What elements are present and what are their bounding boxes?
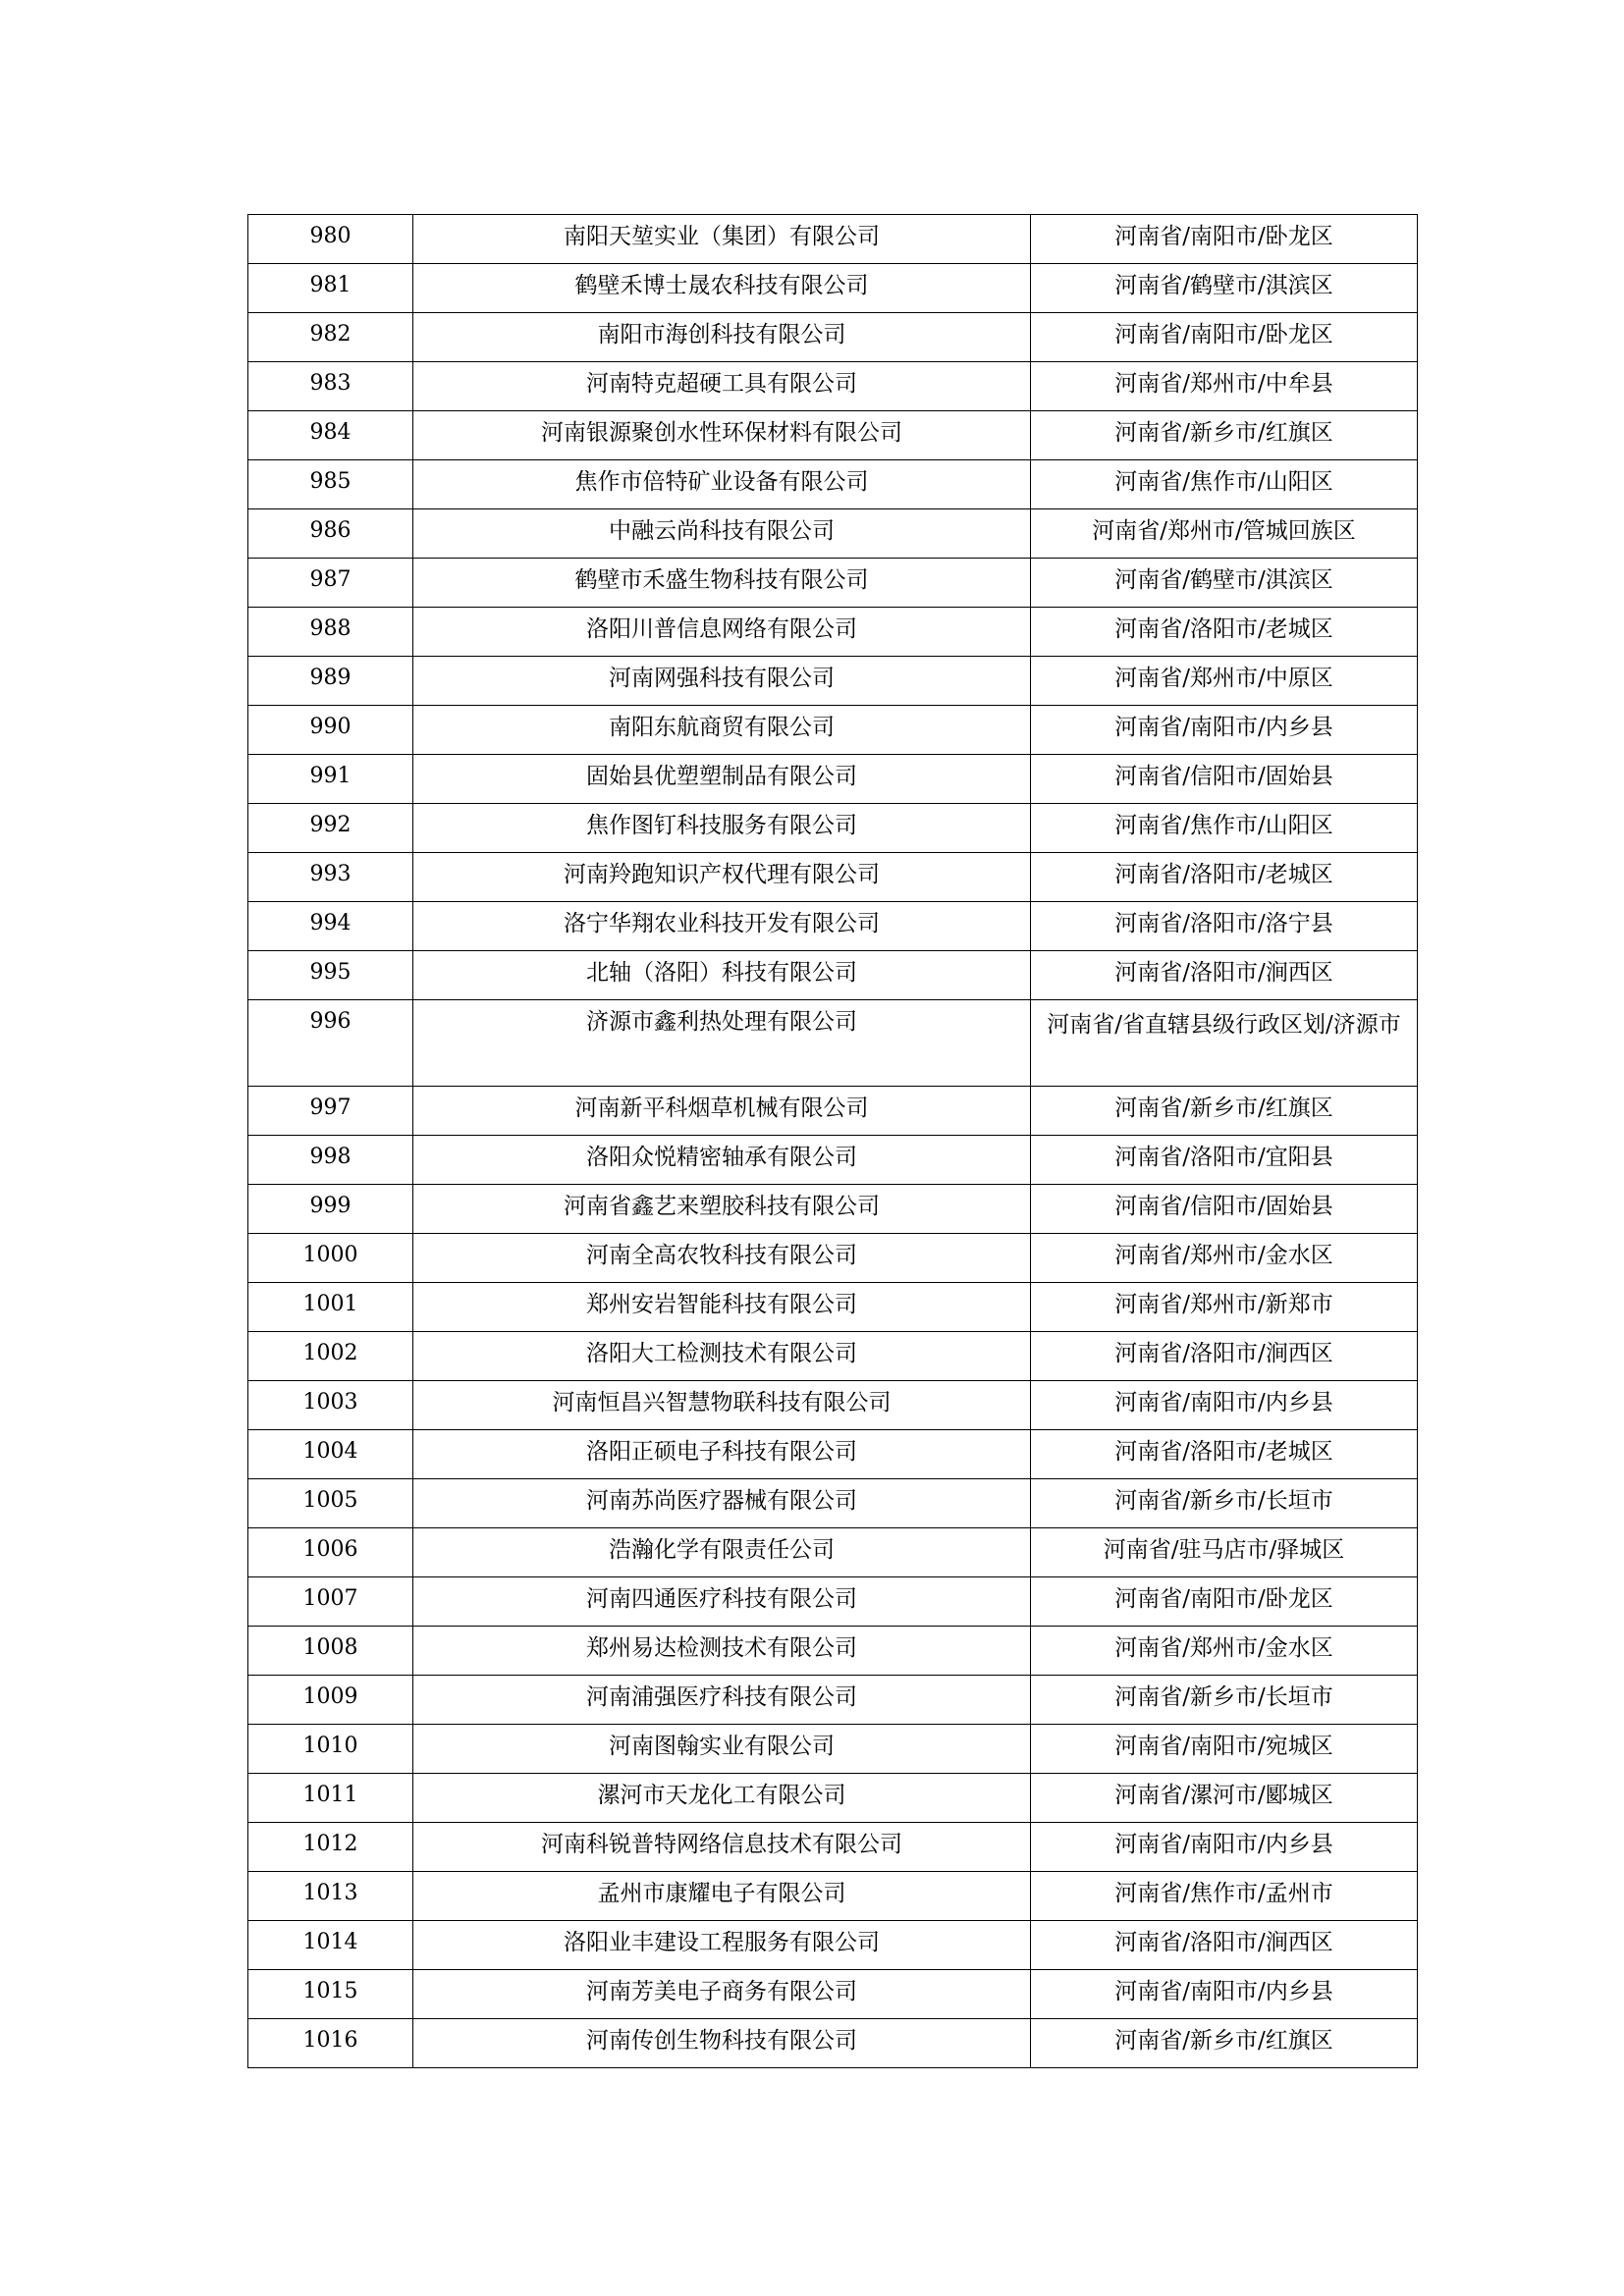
company-region: 河南省/洛阳市/老城区 bbox=[1031, 608, 1418, 657]
company-region: 河南省/南阳市/卧龙区 bbox=[1031, 313, 1418, 362]
table-row bbox=[248, 951, 1418, 1000]
table-row bbox=[248, 1970, 1418, 2019]
row-number: 1007 bbox=[248, 1577, 413, 1627]
company-name: 洛阳川普信息网络有限公司 bbox=[413, 608, 1031, 657]
company-name: 中融云尚科技有限公司 bbox=[413, 509, 1031, 559]
company-region: 河南省/鹤壁市/淇滨区 bbox=[1031, 264, 1418, 313]
row-number: 986 bbox=[248, 509, 413, 559]
table-row bbox=[248, 1234, 1418, 1283]
company-region: 河南省/洛阳市/老城区 bbox=[1031, 1430, 1418, 1479]
company-region: 河南省/洛阳市/涧西区 bbox=[1031, 1332, 1418, 1381]
table-row bbox=[248, 1577, 1418, 1627]
company-region: 河南省/新乡市/长垣市 bbox=[1031, 1676, 1418, 1725]
row-number: 1002 bbox=[248, 1332, 413, 1381]
company-region: 河南省/洛阳市/涧西区 bbox=[1031, 951, 1418, 1000]
company-region: 河南省/漯河市/郾城区 bbox=[1031, 1774, 1418, 1823]
company-name: 南阳市海创科技有限公司 bbox=[413, 313, 1031, 362]
table-row bbox=[248, 1774, 1418, 1823]
company-name: 河南羚跑知识产权代理有限公司 bbox=[413, 853, 1031, 902]
table-row bbox=[248, 1823, 1418, 1872]
table-row bbox=[248, 411, 1418, 460]
row-number: 996 bbox=[248, 1000, 413, 1087]
company-region: 河南省/焦作市/孟州市 bbox=[1031, 1872, 1418, 1921]
table-row bbox=[248, 1627, 1418, 1676]
company-name: 洛阳业丰建设工程服务有限公司 bbox=[413, 1921, 1031, 1970]
row-number: 980 bbox=[248, 215, 413, 264]
table-row bbox=[248, 313, 1418, 362]
company-region: 河南省/省直辖县级行政区划/济源市 bbox=[1031, 1000, 1418, 1087]
row-number: 987 bbox=[248, 559, 413, 608]
table-row bbox=[248, 2019, 1418, 2068]
company-name: 漯河市天龙化工有限公司 bbox=[413, 1774, 1031, 1823]
row-number: 994 bbox=[248, 902, 413, 951]
company-region: 河南省/新乡市/红旗区 bbox=[1031, 1087, 1418, 1136]
company-name: 北轴（洛阳）科技有限公司 bbox=[413, 951, 1031, 1000]
table-row bbox=[248, 1479, 1418, 1528]
table-row bbox=[248, 1000, 1418, 1087]
row-number: 1010 bbox=[248, 1725, 413, 1774]
company-region: 河南省/洛阳市/涧西区 bbox=[1031, 1921, 1418, 1970]
company-region: 河南省/洛阳市/老城区 bbox=[1031, 853, 1418, 902]
row-number: 1011 bbox=[248, 1774, 413, 1823]
row-number: 1014 bbox=[248, 1921, 413, 1970]
company-region: 河南省/南阳市/宛城区 bbox=[1031, 1725, 1418, 1774]
table-row bbox=[248, 755, 1418, 804]
row-number: 982 bbox=[248, 313, 413, 362]
company-name: 洛宁华翔农业科技开发有限公司 bbox=[413, 902, 1031, 951]
company-name: 洛阳正硕电子科技有限公司 bbox=[413, 1430, 1031, 1479]
row-number: 990 bbox=[248, 706, 413, 755]
company-region: 河南省/郑州市/新郑市 bbox=[1031, 1283, 1418, 1332]
row-number: 1016 bbox=[248, 2019, 413, 2068]
row-number: 1004 bbox=[248, 1430, 413, 1479]
row-number: 985 bbox=[248, 460, 413, 509]
table-row bbox=[248, 657, 1418, 706]
company-region: 河南省/新乡市/长垣市 bbox=[1031, 1479, 1418, 1528]
company-name: 焦作市倍特矿业设备有限公司 bbox=[413, 460, 1031, 509]
table-row bbox=[248, 559, 1418, 608]
company-name: 河南全高农牧科技有限公司 bbox=[413, 1234, 1031, 1283]
table-row bbox=[248, 460, 1418, 509]
company-region: 河南省/南阳市/内乡县 bbox=[1031, 1381, 1418, 1430]
company-region: 河南省/郑州市/中原区 bbox=[1031, 657, 1418, 706]
company-name: 河南恒昌兴智慧物联科技有限公司 bbox=[413, 1381, 1031, 1430]
company-region: 河南省/郑州市/金水区 bbox=[1031, 1234, 1418, 1283]
company-region: 河南省/驻马店市/驿城区 bbox=[1031, 1528, 1418, 1577]
row-number: 997 bbox=[248, 1087, 413, 1136]
table-row bbox=[248, 804, 1418, 853]
row-number: 1005 bbox=[248, 1479, 413, 1528]
table-row bbox=[248, 509, 1418, 559]
table-row bbox=[248, 1528, 1418, 1577]
table-body bbox=[248, 215, 1418, 2068]
company-region: 河南省/新乡市/红旗区 bbox=[1031, 411, 1418, 460]
company-region: 河南省/焦作市/山阳区 bbox=[1031, 460, 1418, 509]
company-region: 河南省/南阳市/内乡县 bbox=[1031, 1823, 1418, 1872]
table-row bbox=[248, 1725, 1418, 1774]
company-region: 河南省/焦作市/山阳区 bbox=[1031, 804, 1418, 853]
table-row bbox=[248, 853, 1418, 902]
table-row bbox=[248, 1872, 1418, 1921]
company-name: 河南新平科烟草机械有限公司 bbox=[413, 1087, 1031, 1136]
table-row bbox=[248, 1381, 1418, 1430]
company-name: 河南图翰实业有限公司 bbox=[413, 1725, 1031, 1774]
row-number: 999 bbox=[248, 1185, 413, 1234]
company-name: 郑州易达检测技术有限公司 bbox=[413, 1627, 1031, 1676]
company-name: 河南苏尚医疗器械有限公司 bbox=[413, 1479, 1031, 1528]
row-number: 993 bbox=[248, 853, 413, 902]
table-row bbox=[248, 215, 1418, 264]
row-number: 995 bbox=[248, 951, 413, 1000]
company-name: 鹤壁禾博士晟农科技有限公司 bbox=[413, 264, 1031, 313]
company-list-table bbox=[247, 214, 1418, 2068]
table-row bbox=[248, 362, 1418, 411]
table-row bbox=[248, 1676, 1418, 1725]
company-region: 河南省/南阳市/卧龙区 bbox=[1031, 1577, 1418, 1627]
row-number: 1003 bbox=[248, 1381, 413, 1430]
company-name: 固始县优塑塑制品有限公司 bbox=[413, 755, 1031, 804]
row-number: 981 bbox=[248, 264, 413, 313]
company-region: 河南省/鹤壁市/淇滨区 bbox=[1031, 559, 1418, 608]
row-number: 1012 bbox=[248, 1823, 413, 1872]
company-name: 河南银源聚创水性环保材料有限公司 bbox=[413, 411, 1031, 460]
company-name: 河南科锐普特网络信息技术有限公司 bbox=[413, 1823, 1031, 1872]
row-number: 1015 bbox=[248, 1970, 413, 2019]
row-number: 1000 bbox=[248, 1234, 413, 1283]
row-number: 1006 bbox=[248, 1528, 413, 1577]
table-row bbox=[248, 1430, 1418, 1479]
row-number: 984 bbox=[248, 411, 413, 460]
company-name: 河南特克超硬工具有限公司 bbox=[413, 362, 1031, 411]
table-row bbox=[248, 1283, 1418, 1332]
row-number: 989 bbox=[248, 657, 413, 706]
table-row bbox=[248, 706, 1418, 755]
company-region: 河南省/南阳市/内乡县 bbox=[1031, 1970, 1418, 2019]
company-region: 河南省/洛阳市/宜阳县 bbox=[1031, 1136, 1418, 1185]
company-region: 河南省/信阳市/固始县 bbox=[1031, 1185, 1418, 1234]
company-name: 河南芳美电子商务有限公司 bbox=[413, 1970, 1031, 2019]
company-region: 河南省/洛阳市/洛宁县 bbox=[1031, 902, 1418, 951]
company-name: 鹤壁市禾盛生物科技有限公司 bbox=[413, 559, 1031, 608]
row-number: 1013 bbox=[248, 1872, 413, 1921]
table-row bbox=[248, 1087, 1418, 1136]
company-region: 河南省/郑州市/中牟县 bbox=[1031, 362, 1418, 411]
row-number: 1008 bbox=[248, 1627, 413, 1676]
company-name: 洛阳众悦精密轴承有限公司 bbox=[413, 1136, 1031, 1185]
company-name: 济源市鑫利热处理有限公司 bbox=[413, 1000, 1031, 1087]
row-number: 1001 bbox=[248, 1283, 413, 1332]
row-number: 983 bbox=[248, 362, 413, 411]
row-number: 998 bbox=[248, 1136, 413, 1185]
company-name: 孟州市康耀电子有限公司 bbox=[413, 1872, 1031, 1921]
table-row bbox=[248, 1185, 1418, 1234]
company-name: 河南四通医疗科技有限公司 bbox=[413, 1577, 1031, 1627]
company-region: 河南省/新乡市/红旗区 bbox=[1031, 2019, 1418, 2068]
table-row bbox=[248, 1332, 1418, 1381]
company-name: 洛阳大工检测技术有限公司 bbox=[413, 1332, 1031, 1381]
row-number: 991 bbox=[248, 755, 413, 804]
company-name: 河南传创生物科技有限公司 bbox=[413, 2019, 1031, 2068]
row-number: 1009 bbox=[248, 1676, 413, 1725]
table-row bbox=[248, 264, 1418, 313]
company-region: 河南省/郑州市/管城回族区 bbox=[1031, 509, 1418, 559]
company-name: 浩瀚化学有限责任公司 bbox=[413, 1528, 1031, 1577]
company-name: 河南浦强医疗科技有限公司 bbox=[413, 1676, 1031, 1725]
company-name: 南阳天堃实业（集团）有限公司 bbox=[413, 215, 1031, 264]
company-region: 河南省/信阳市/固始县 bbox=[1031, 755, 1418, 804]
company-name: 河南省鑫艺来塑胶科技有限公司 bbox=[413, 1185, 1031, 1234]
company-region: 河南省/郑州市/金水区 bbox=[1031, 1627, 1418, 1676]
company-region: 河南省/南阳市/内乡县 bbox=[1031, 706, 1418, 755]
company-region: 河南省/南阳市/卧龙区 bbox=[1031, 215, 1418, 264]
table-row bbox=[248, 1921, 1418, 1970]
company-name: 河南网强科技有限公司 bbox=[413, 657, 1031, 706]
table-row bbox=[248, 1136, 1418, 1185]
company-name: 焦作图钉科技服务有限公司 bbox=[413, 804, 1031, 853]
row-number: 992 bbox=[248, 804, 413, 853]
table-row bbox=[248, 608, 1418, 657]
company-name: 郑州安岩智能科技有限公司 bbox=[413, 1283, 1031, 1332]
row-number: 988 bbox=[248, 608, 413, 657]
company-name: 南阳东航商贸有限公司 bbox=[413, 706, 1031, 755]
table-row bbox=[248, 902, 1418, 951]
